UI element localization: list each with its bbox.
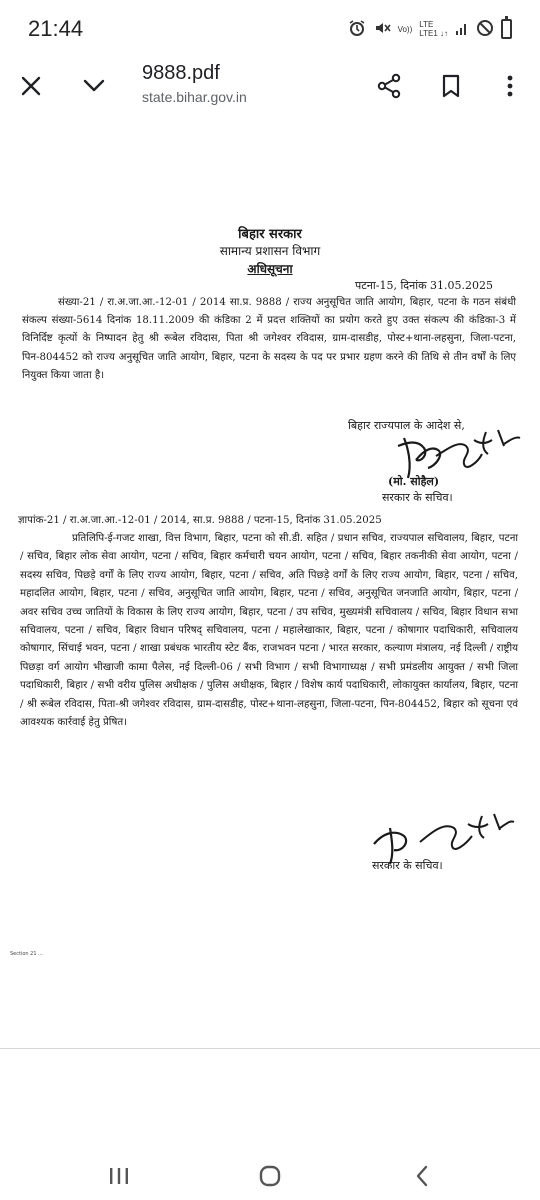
title-block	[142, 60, 362, 108]
document-url: state.bihar.gov.in	[142, 89, 247, 105]
signal-icon	[455, 20, 469, 39]
battery-icon	[501, 19, 512, 39]
more-vert-icon	[506, 74, 514, 98]
pdf-viewer[interactable]	[0, 186, 540, 1048]
status-icons	[348, 19, 512, 40]
lte-bottom-label: LTE1 ↓↑	[419, 29, 448, 38]
lte-indicator	[419, 20, 448, 38]
secretary-designation: सरकार के सचिव।	[372, 859, 443, 872]
status-time: 21:44	[28, 16, 84, 41]
notification-body: संख्या-21 / रा.अ.जा.आ.-12-01 / 2014 सा.प्र. 9888 / राज्य अनुसूचित जाति आयोग, बिहार, पटना के गठन संबंधी संकल्प संख्या-5614 दिनांक 18.11.2009 की कंडिका 2 में प्रदत्त शक्तियों का प्रयोग करते हुए उक्त संकल्प की कंडिका-3 में विनिर्दिष्ट कृत्यों के निष्पादन हेतु श्री रूबेल रविदास, पिता श्री जगेश्वर रविदास, ग्राम-दासडीह, पोस्ट+थाना-लहसुना, जिला-पटना, पिन-804452 को राज्य अनुसूचित जाति आयोग, बिहार, पटना के सदस्य के पद पर प्रभार ग्रहण करने की तिथि से तीन वर्षों के लिए नियुक्त किया जाता है।	[22, 297, 516, 381]
header-notification: अधिसूचना	[247, 262, 293, 276]
share-icon	[376, 73, 402, 99]
dnd-icon	[476, 19, 494, 40]
volte-icon	[398, 25, 413, 34]
signatory-designation: सरकार के सचिव।	[382, 491, 453, 504]
recent-apps-icon	[108, 1166, 130, 1186]
app-bar	[0, 58, 540, 114]
more-options-button[interactable]	[488, 64, 532, 108]
notification-date: पटना-15, दिनांक 31.05.2025	[355, 279, 494, 292]
header-department: सामान्य प्रशासन विभाग	[219, 244, 321, 258]
print-footer: Section 21 ...	[10, 951, 43, 957]
status-bar	[0, 0, 540, 58]
alarm-icon	[348, 19, 366, 40]
pdf-page	[0, 186, 540, 1048]
bookmark-icon	[441, 74, 461, 98]
volte-label: Vo))	[397, 24, 413, 34]
page-divider	[0, 1048, 540, 1049]
lte-top-label: LTE	[419, 20, 434, 29]
home-icon	[258, 1164, 282, 1188]
back-button[interactable]	[400, 1154, 444, 1198]
expand-button[interactable]	[72, 64, 116, 108]
memo-number: ज्ञापांक-21 / रा.अ.जा.आ.-12-01 / 2014, सा.प्र. 9888 / पटना-15, दिनांक 31.05.2025	[18, 515, 382, 526]
navigation-bar	[0, 1152, 540, 1200]
back-icon	[414, 1164, 430, 1188]
recent-apps-button[interactable]	[97, 1154, 141, 1198]
signatory-name: (मो. सोहैल)	[388, 475, 440, 488]
mute-icon	[373, 19, 391, 40]
document-title: 9888.pdf	[142, 62, 220, 84]
close-button[interactable]	[9, 64, 53, 108]
close-icon	[20, 75, 42, 97]
bookmark-button[interactable]	[429, 64, 473, 108]
header-government: बिहार सरकार	[238, 227, 302, 242]
governor-order: बिहार राज्यपाल के आदेश से,	[348, 419, 465, 432]
home-button[interactable]	[248, 1154, 292, 1198]
share-button[interactable]	[367, 64, 411, 108]
copy-distribution: प्रतिलिपि-ई-गजट शाखा, वित्त विभाग, बिहार, पटना को सी.डी. सहित / प्रधान सचिव, राज्यपाल सचिवालय, बिहार, पटना / सचिव, बिहार लोक सेवा आयोग, पटना / सचिव, बिहार कर्मचारी चयन आयोग, पटना / सचिव, बिहार तकनीकी सेवा आयोग, पटना / सदस्य सचिव, पिछड़े वर्गों के लिए राज्य आयोग, बिहार, पटना / सचिव, अति पिछड़े वर्गों के लिए राज्य आयोग, बिहार, पटना / सचिव, महादलित आयोग, बिहार, पटना / सचिव, अनुसूचित जाति आयोग, बिहार, पटना / सचिव, अनुसूचित जनजाति आयोग, बिहार, पटना / अवर सचिव उच्च जातियों के विकास के लिए राज्य आयोग, बिहार, पटना / उप सचिव, मुख्यमंत्री सचिवालय / सचिव, बिहार विधान सभा सचिवालय, पटना / सचिव, बिहार विधान परिषद् सचिवालय, पटना / महालेखाकार, बिहार, पटना / कोषागार पदाधिकारी, सचिवालय कोषागार, सिंचाई भवन, पटना / शाखा प्रबंधक भारतीय स्टेट बैंक, राजभवन पटना / भारत सरकार, कल्याण मंत्रालय, नई दिल्ली / राष्ट्रीय पिछड़ा वर्ग आयोग भीखाजी कामा पैलेस, नई दिल्ली-06 / सभी विभाग / सभी विभागाध्यक्ष / सभी प्रमंडलीय आयुक्त / सभी जिला पदाधिकारी, बिहार / सभी वरीय पुलिस अधीक्षक / पुलिस अधीक्षक, बिहार / विशेष कार्य पदाधिकारी, लोकायुक्त कार्यालय, बिहार, पटना / श्री रूबेल रविदास, पिता-श्री जगेश्वर रविदास, ग्राम-दासडीह, पोस्ट+थाना-लहसुना, जिला-पटना, पिन-804452, बिहार को सूचना एवं आवश्यक कार्रवाई हेतु प्रेषित।	[20, 533, 518, 729]
chevron-down-icon	[83, 79, 105, 93]
